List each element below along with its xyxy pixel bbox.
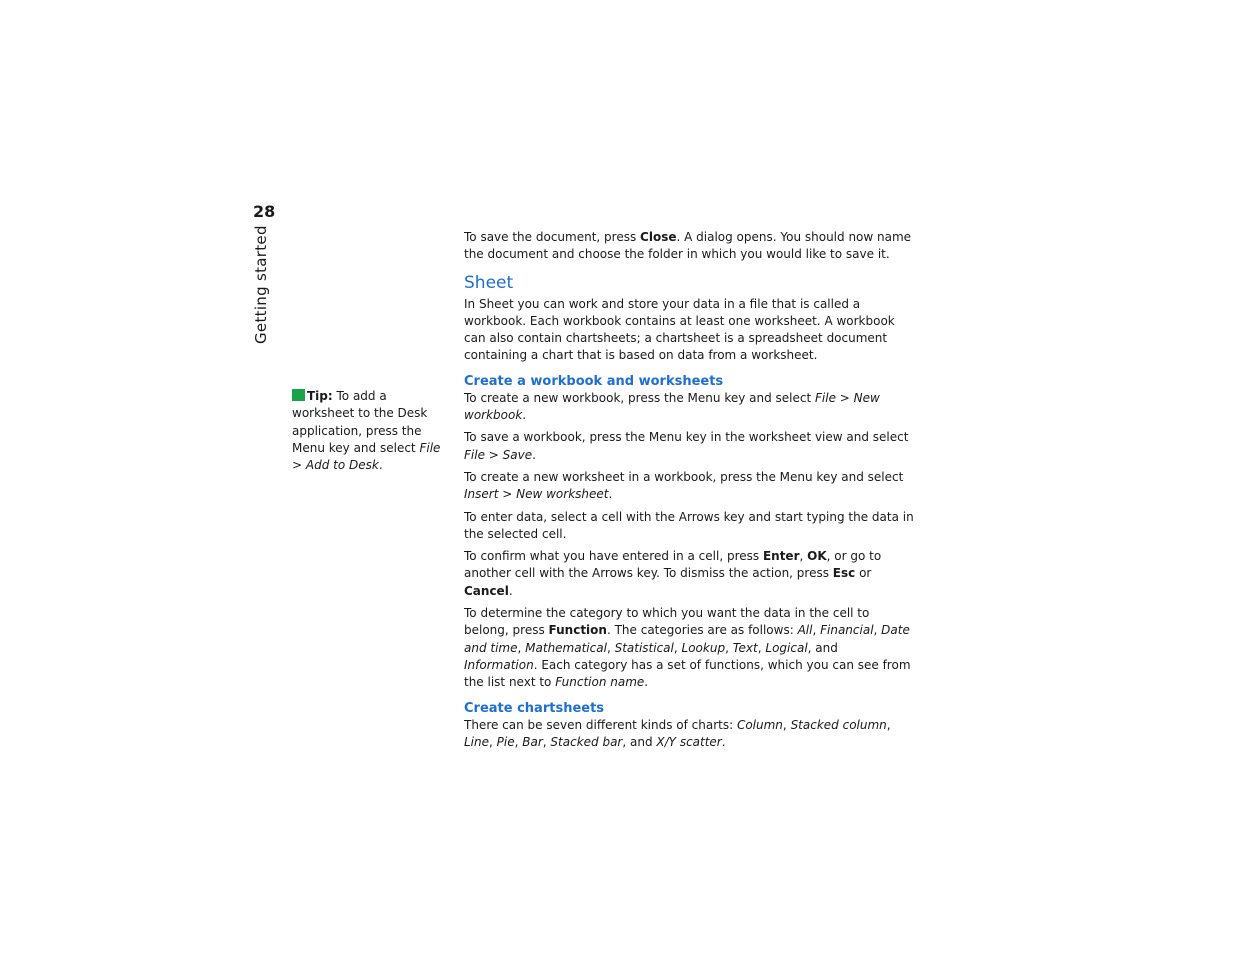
intro-paragraph: [464, 229, 914, 264]
workbook-paragraph-6: [464, 605, 914, 691]
chart-type-item: Column: [736, 717, 783, 732]
chart-type-item: Stacked column: [790, 717, 887, 732]
menu-path: Save: [502, 447, 533, 462]
workbook-paragraph-4: To enter data, select a cell with the Arrows key and start typing the data in the selected cell.: [464, 509, 914, 541]
text: To determine the category to which you want the data in the cell to belong, press: [464, 606, 870, 638]
category-item: All: [797, 623, 813, 638]
workbook-paragraph-3: [464, 469, 914, 504]
menu-path: File: [464, 447, 485, 462]
text: . Each category has a set of functions, which you can see from the list next to: [464, 657, 911, 690]
tip-label: Tip:: [307, 389, 333, 403]
workbook-paragraph-2: [464, 429, 914, 464]
tip-icon: [292, 389, 305, 401]
category-item: Information: [464, 657, 534, 672]
text: or: [855, 566, 872, 581]
category-item: Lookup: [681, 640, 726, 655]
chart-type-item: Pie: [496, 734, 515, 749]
separator: >: [484, 447, 503, 462]
text: , and: [807, 640, 838, 655]
key-esc: Esc: [832, 566, 856, 581]
category-item: Statistical: [614, 640, 674, 655]
chart-type-item: Stacked bar: [550, 734, 623, 749]
intro-text-2: . A dialog opens. You should now name the document and choose the folder in which you would like to save it.: [464, 230, 912, 262]
chart-type-list: Column, Stacked column, Line, Pie, Bar, Stacked bar: [464, 717, 891, 749]
text: There can be seven different kinds of charts:: [464, 717, 737, 732]
key-cancel: Cancel: [464, 583, 509, 598]
sheet-body: In Sheet you can work and store your data in a file that is called a workbook. Each workbook contains at least one worksheet. A workbook can also contain chartsheets; a chartsheet is a spreadsheet document containing a chart that is based on data from a worksheet.: [464, 296, 895, 363]
tip-path-file: File: [419, 440, 441, 455]
menu-path: File: [815, 390, 836, 405]
text: .: [532, 447, 536, 462]
category-item: Mathematical: [525, 640, 607, 655]
create-workbook-heading: Create a workbook and worksheets: [464, 373, 724, 389]
chart-type-item: Bar: [522, 734, 543, 749]
menu-path: Insert: [464, 487, 499, 502]
tip-box: [292, 388, 452, 474]
chart-type-item: X/Y scatter: [656, 734, 722, 749]
category-item: Date and time: [464, 623, 910, 655]
category-item: Financial: [820, 623, 874, 638]
category-item: Logical: [765, 640, 808, 655]
separator: >: [835, 390, 854, 405]
main-content: [464, 229, 914, 756]
tip-separator: >: [292, 458, 306, 473]
text: To create a new workbook, press the Menu key and select: [464, 390, 815, 405]
text: To create a new worksheet in a workbook, press the Menu key and select: [464, 469, 904, 484]
tip-path-add-to-desk: Add to Desk: [305, 458, 379, 473]
text: .: [721, 734, 726, 749]
sheet-heading: Sheet: [464, 272, 514, 293]
category-item: Text: [732, 640, 758, 655]
text: .: [644, 675, 649, 690]
text: .: [522, 408, 527, 423]
menu-path: New workbook: [464, 390, 880, 423]
text: To save a workbook, press the Menu key in the worksheet view and select: [464, 430, 909, 445]
key-ok: OK: [807, 549, 827, 564]
intro-close-key: Close: [640, 230, 677, 244]
key-enter: Enter: [762, 549, 800, 564]
text: To confirm what you have entered in a cell, press: [464, 549, 763, 564]
workbook-paragraph-5: [464, 548, 914, 600]
text: .: [508, 583, 513, 598]
function-name-field: Function name: [555, 675, 645, 690]
category-list: All, Financial, Date and time, Mathematical, Statistical, Lookup, Text, Logical: [464, 623, 910, 655]
text: ,: [799, 549, 808, 564]
text: . The categories are as follows:: [606, 623, 798, 638]
section-label: Getting started: [252, 225, 270, 344]
text: .: [608, 487, 613, 502]
tip-text: To add a worksheet to the Desk application, press the Menu key and select: [292, 389, 428, 455]
text: , and: [622, 734, 657, 749]
page-number: 28: [253, 202, 276, 221]
create-chartsheets-heading: Create chartsheets: [464, 700, 605, 716]
tip-end: .: [378, 458, 383, 473]
intro-text: To save the document, press: [464, 230, 641, 244]
menu-path: New worksheet: [516, 487, 609, 502]
text: , or go to another cell with the Arrows key. To dismiss the action, press: [464, 549, 882, 581]
workbook-paragraph-1: [464, 390, 914, 425]
chart-type-item: Line: [464, 734, 490, 749]
separator: >: [498, 487, 517, 502]
key-function: Function: [548, 623, 607, 638]
chartsheets-paragraph: [464, 717, 914, 752]
